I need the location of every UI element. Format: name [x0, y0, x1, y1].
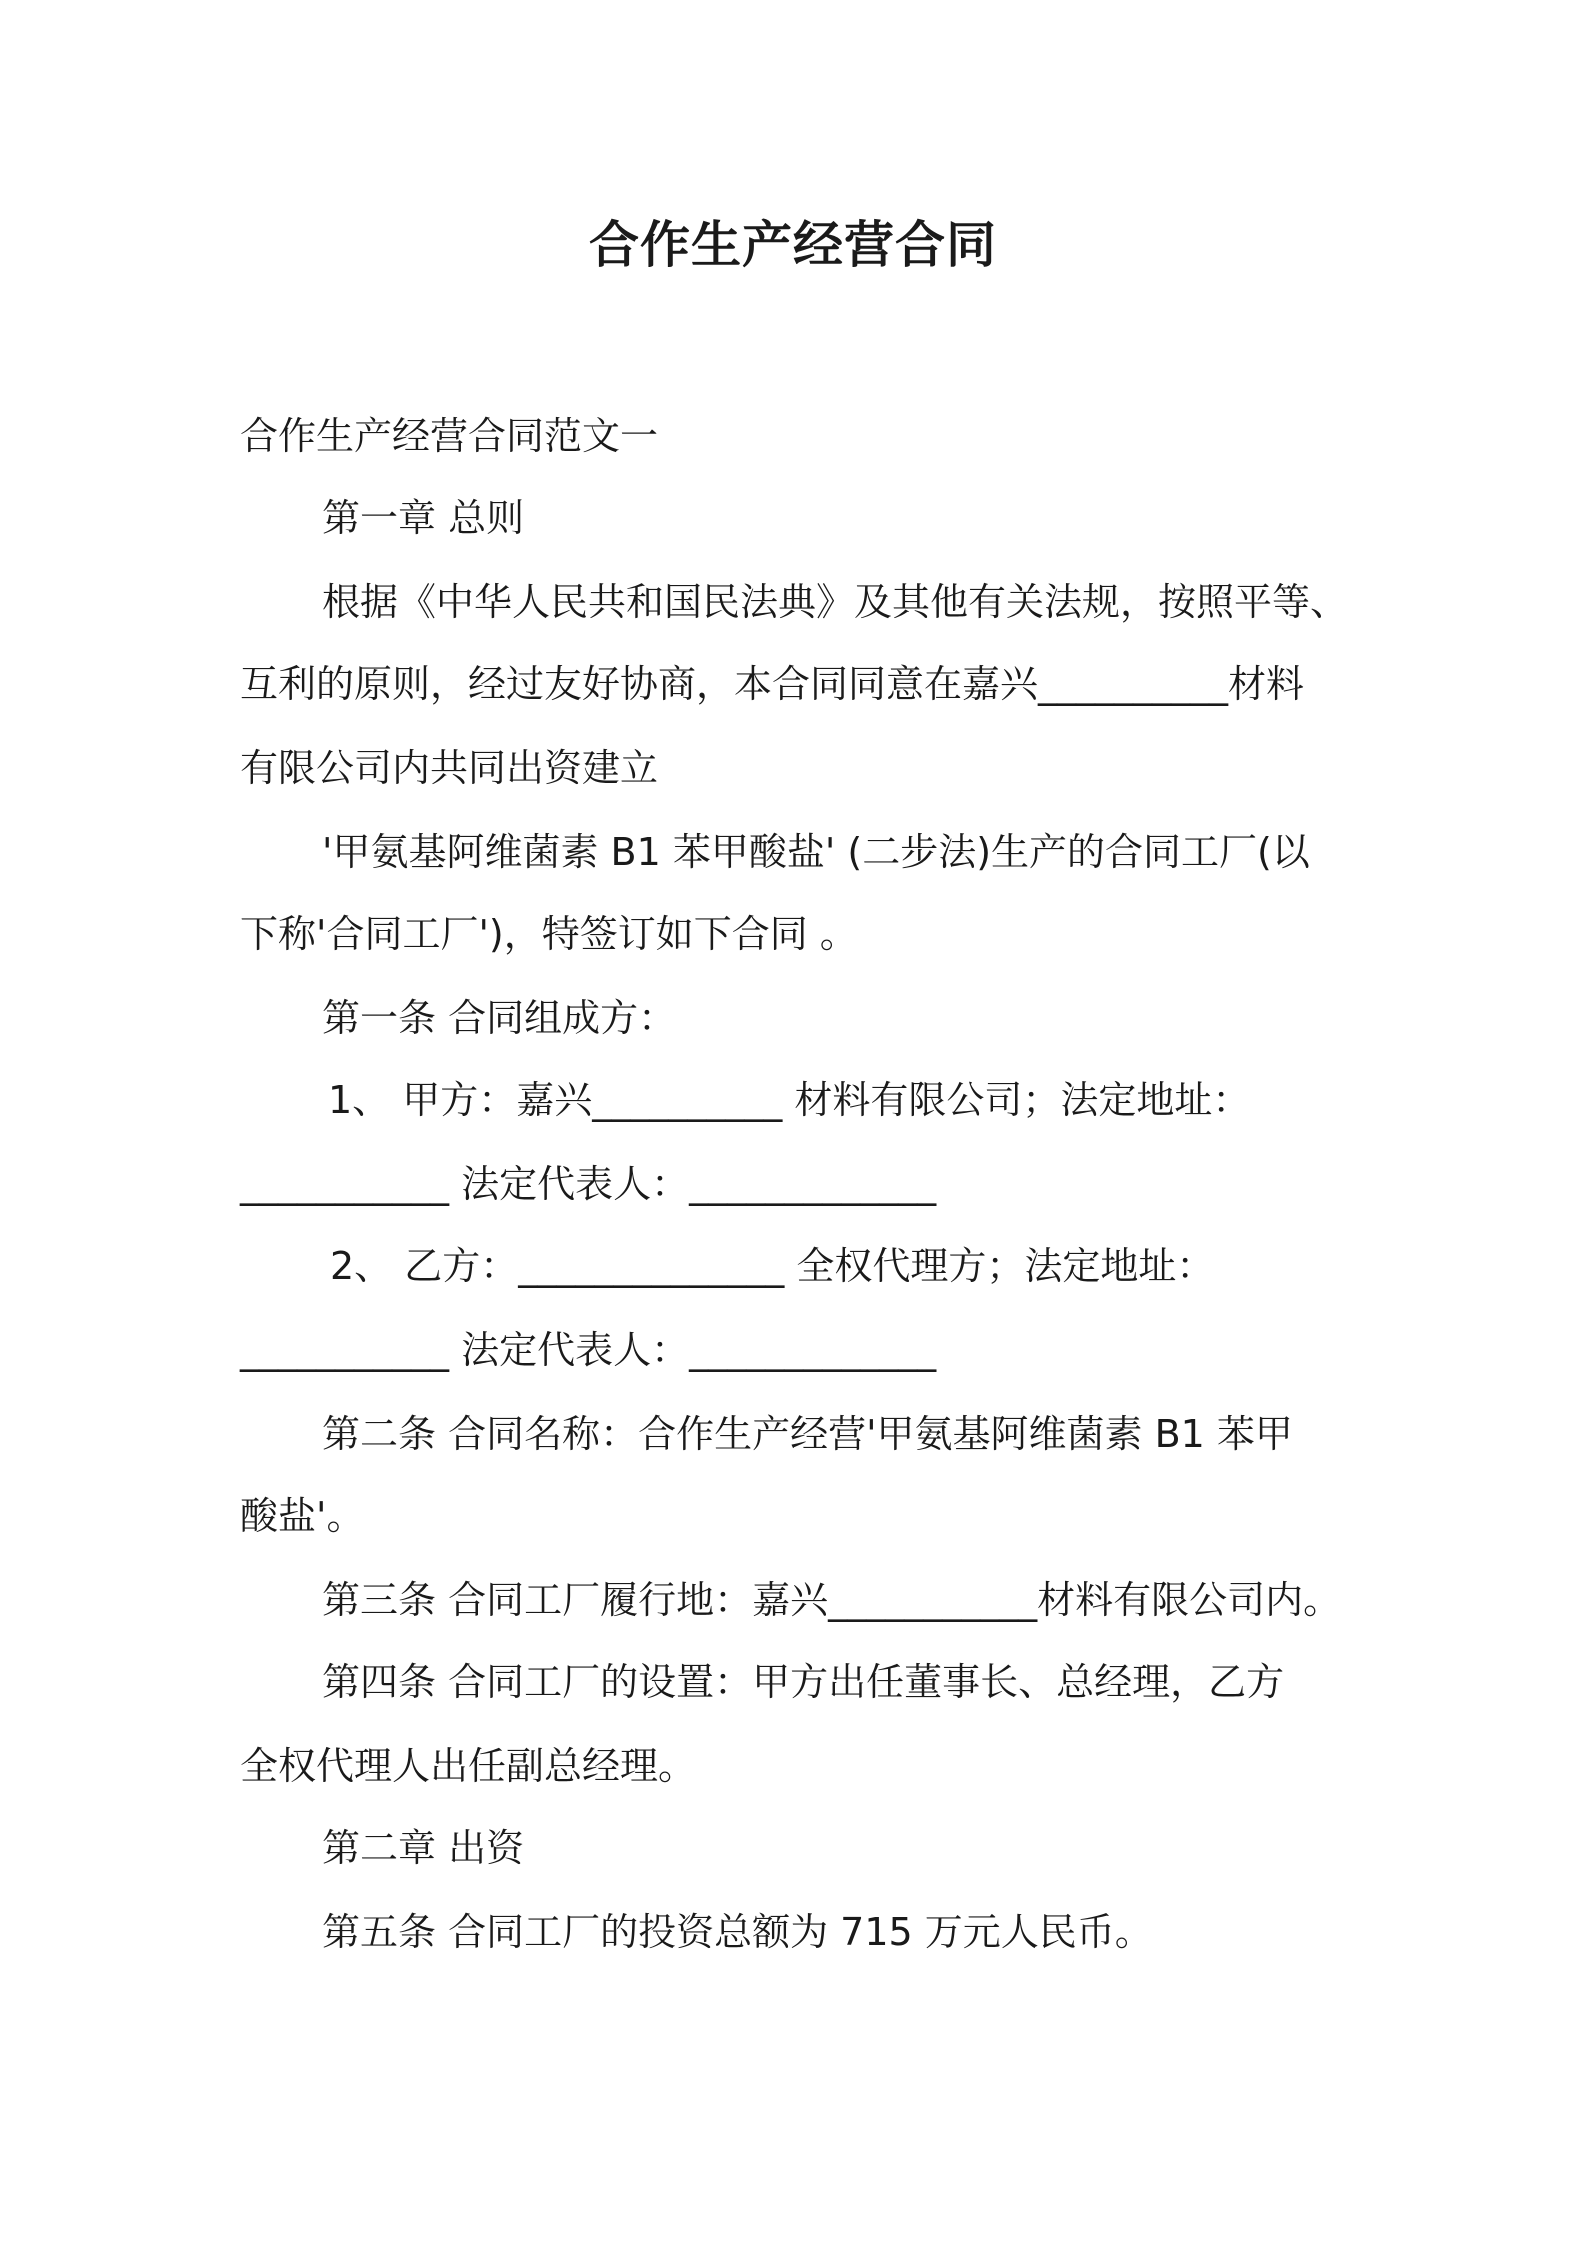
paragraph-2-line-2: 下称'合同工厂')，特签订如下合同 。 — [240, 912, 858, 956]
chapter-heading-2: 第二章 出资 — [322, 1826, 525, 1870]
article-3: 第三条 合同工厂履行地：嘉兴___________材料有限公司内。 — [322, 1578, 1342, 1622]
party-b-line-2: ___________ 法定代表人：_____________ — [240, 1328, 937, 1372]
article-1-heading: 第一条 合同组成方： — [322, 996, 677, 1040]
document-title: 合作生产经营合同 — [589, 216, 997, 274]
paragraph-1-line-1: 根据《中华人民共和国民法典》及其他有关法规，按照平等、 — [322, 580, 1349, 624]
party-a-line-1: 1、 甲方：嘉兴__________ 材料有限公司；法定地址： — [328, 1078, 1251, 1122]
paragraph-1-line-2: 互利的原则，经过友好协商，本合同同意在嘉兴__________材料 — [240, 662, 1305, 706]
article-2-line-1: 第二条 合同名称：合作生产经营'甲氨基阿维菌素 B1 苯甲 — [322, 1412, 1293, 1456]
chapter-heading-1: 第一章 总则 — [322, 496, 525, 540]
paragraph-1-line-3: 有限公司内共同出资建立 — [240, 746, 659, 790]
article-4-line-1: 第四条 合同工厂的设置：甲方出任董事长、总经理，乙方 — [322, 1660, 1285, 1704]
party-a-line-2: ___________ 法定代表人：_____________ — [240, 1162, 937, 1206]
article-2-line-2: 酸盐'。 — [240, 1494, 365, 1538]
article-4-line-2: 全权代理人出任副总经理。 — [240, 1744, 697, 1788]
paragraph-2-line-1: '甲氨基阿维菌素 B1 苯甲酸盐' (二步法)生产的合同工厂(以 — [322, 830, 1310, 874]
article-5: 第五条 合同工厂的投资总额为 715 万元人民币。 — [322, 1910, 1153, 1954]
document-subtitle: 合作生产经营合同范文一 — [240, 414, 659, 458]
party-b-line-1: 2、 乙方：______________ 全权代理方；法定地址： — [330, 1244, 1215, 1288]
